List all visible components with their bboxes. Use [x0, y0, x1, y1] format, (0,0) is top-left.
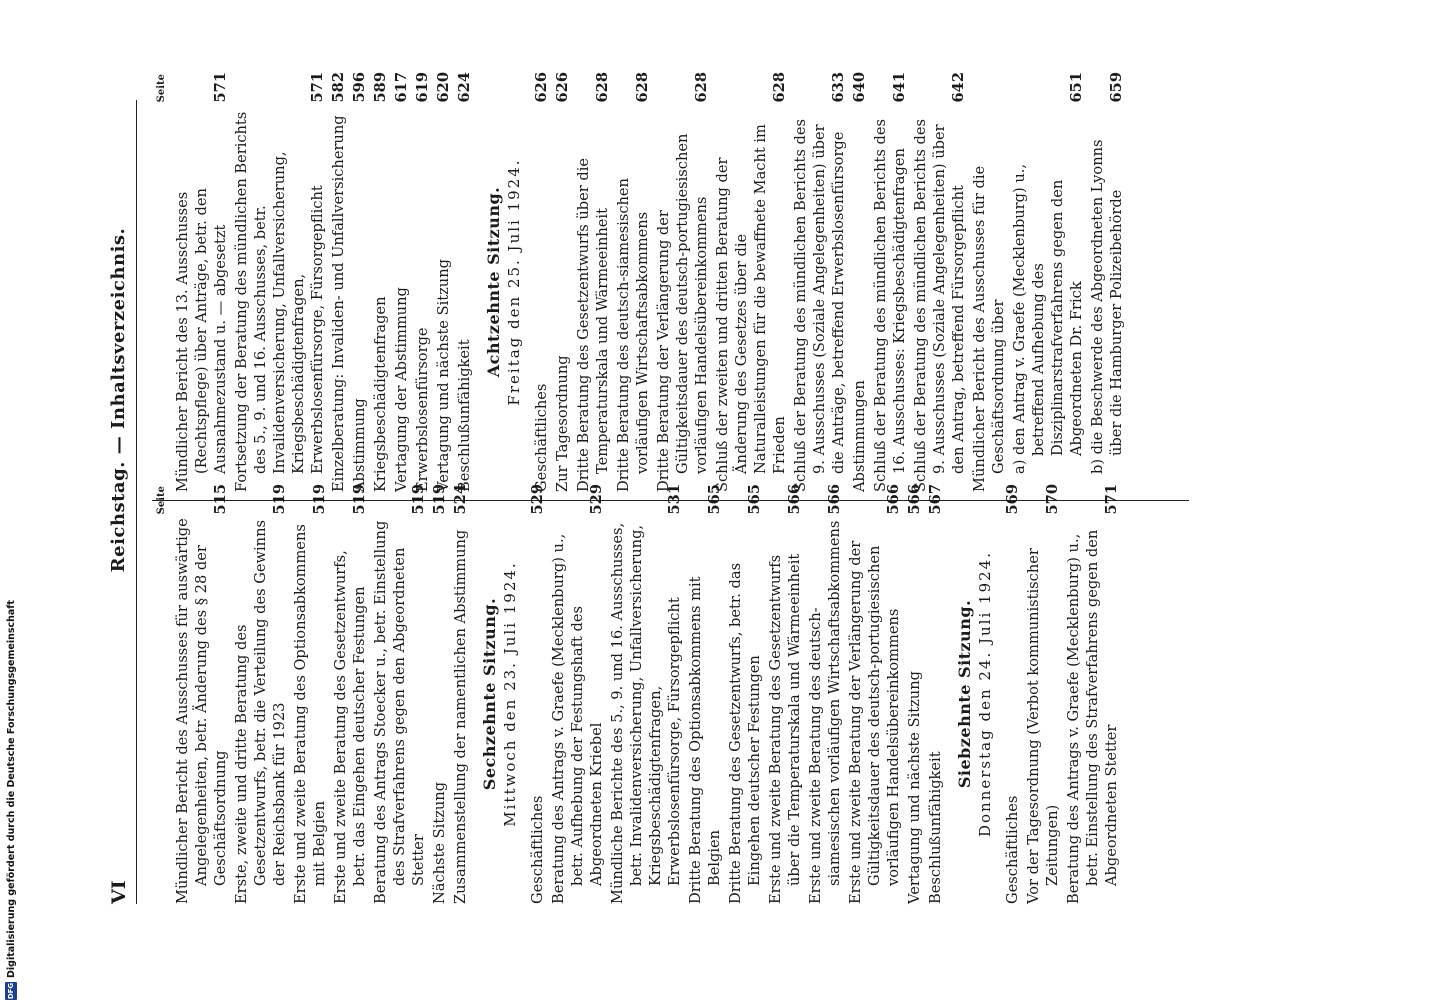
toc-entry-text: Nächste Sitzung — [431, 781, 448, 904]
toc-entry-page: 566 — [826, 484, 843, 515]
toc-entry — [331, 484, 369, 904]
toc-entry-text: Schluß der Beratung des mündlichen Berichts des 9. Ausschusses (Soziale Angelegenheiten) über den Antrag, betreffend Fürsorgepflicht — [912, 118, 967, 492]
toc-entry — [911, 72, 968, 492]
toc-entry — [371, 72, 390, 492]
toc-entry — [528, 484, 547, 904]
toc-entry-page: 566 — [906, 484, 923, 515]
toc-entry — [1003, 484, 1022, 904]
toc-entry-text: Fortsetzung der Beratung des mündlichen Berichts des 5., 9. und 16. Ausschusses, betr. Invalidenversicherung, Unfallversicherung, Kriegsbeschädigtenfragen, Erwerbslosenfürsorge, Fürsorgepflicht — [233, 111, 326, 492]
toc-entry — [614, 72, 652, 492]
toc-entry — [232, 484, 289, 904]
toc-entry-text: Zur Tagesordnung — [554, 355, 571, 492]
toc-entry-page: 571 — [212, 72, 229, 103]
toc-entry — [1064, 484, 1121, 904]
toc-entry-page: 641 — [891, 72, 908, 103]
toc-entry — [1010, 72, 1086, 492]
session-16-date: Mittwoch den 23. Juli 1924. — [501, 561, 519, 827]
toc-entry-text: Erste und zweite Beratung des Optionsabkommens mit Belgien — [292, 524, 328, 904]
toc-entry — [970, 72, 1008, 492]
toc-entry — [905, 484, 924, 904]
toc-entry-text: Schluß der zweiten und dritten Beratung der Änderung des Gesetzes über die Naturalleistungen für die bewaffnete Macht im Frieden — [714, 124, 788, 492]
dfg-logo: DFG — [7, 982, 15, 1000]
toc-entry-text: Mündlicher Bericht des Ausschusses für auswärtige Angelegenheiten, betr. Änderung des § 28 der Geschäftsordnung — [174, 518, 229, 904]
session-16-title: Sechzehnte Sitzung. — [480, 597, 499, 791]
toc-entry — [846, 484, 903, 904]
toc-entry-page: 624 — [456, 72, 473, 103]
toc-entry-page: 640 — [851, 72, 868, 103]
toc-entry — [766, 484, 804, 904]
toc-entry — [686, 484, 724, 904]
toc-entry-text: Schluß der Beratung des mündlichen Berichts des 9. Ausschusses (Soziale Angelegenheiten) über die Anträge, betreffend Erwerbslosenfürsorge — [792, 118, 847, 492]
toc-entry-text: Geschäftliches — [529, 795, 546, 904]
toc-entry-text: Mündlicher Bericht des 13. Ausschusses (Rechtspflege) über Anträge, betr. den Ausnahmezustand u. — abgesetzt — [174, 188, 229, 492]
toc-entry-page: 619 — [414, 72, 431, 103]
toc-entry-page: 628 — [693, 72, 710, 103]
toc-entry — [329, 72, 348, 492]
toc-entry-text: Erste und zweite Beratung der Verlängerung der Gültigkeitsdauer des deutsch-portugiesischen vorläufigen Handelsübereinkommens — [847, 540, 902, 904]
toc-entry — [434, 72, 453, 492]
toc-entry-page: 628 — [594, 72, 611, 103]
session-18-entries — [532, 72, 1126, 492]
toc-entry-text: Mündliche Berichte des 5., 9. und 16. Ausschusses, betr. Invalidenversicherung, Unfallversicherung, Kriegsbeschädigtenfragen, Erwerbslosenfürsorge, Fürsorgepflicht — [609, 522, 683, 904]
right-column — [152, 72, 1128, 492]
session-16-entries — [528, 484, 945, 904]
toc-entry — [549, 484, 606, 904]
toc-entry — [430, 484, 449, 904]
toc-entry-text: Beschlußunfähigkeit — [927, 751, 944, 904]
toc-entry-page: 529 — [529, 484, 546, 515]
toc-entry-text: Kriegsbeschädigtenfragen — [372, 296, 389, 492]
digitization-note-text: Digitalisierung gefördert durch die Deutsche Forschungsgemeinschaft — [5, 600, 17, 978]
toc-entry-text: b) die Beschwerde des Abgeordneten Lyonns über die Hamburger Polizeibehörde — [1089, 139, 1125, 474]
toc-entry-text: Dritte Beratung des deutsch-siamesischen vorläufigen Wirtschaftsabkommens — [615, 178, 651, 492]
toc-entry-page: 589 — [372, 72, 389, 103]
seite-label-right: Seite — [156, 74, 167, 103]
toc-entry — [1024, 484, 1062, 904]
toc-entry-text: Erwerbslosenfürsorge — [414, 327, 431, 492]
toc-entry-page: 628 — [771, 72, 788, 103]
toc-entry-text: Erste und zweite Beratung des Gesetzentwurfs über die Temperaturskala und Wärmeeinheit — [767, 553, 803, 904]
toc-entry — [350, 72, 369, 492]
toc-entry-text: Einzelberatung: Invaliden- und Unfallversicherung — [330, 115, 347, 492]
toc-entry-text: Geschäftliches — [533, 383, 550, 492]
toc-entry-page: 642 — [950, 72, 967, 103]
toc-entry-text: Mündlicher Bericht des Ausschusses für die Geschäftsordnung über — [971, 165, 1007, 492]
toc-entry-page: 659 — [1108, 72, 1125, 103]
toc-entry-page: 620 — [435, 72, 452, 103]
session-18-date: Freitag den 25. Juli 1924. — [505, 158, 523, 406]
toc-entry — [654, 72, 711, 492]
toc-entry-text: Erste, zweite und dritte Beratung des Gesetzentwurfs, betr. die Verteilung des Gewinns der Reichsbank für 1923 — [233, 520, 288, 904]
toc-entry — [451, 484, 470, 904]
toc-entry — [850, 72, 869, 492]
toc-entry-text: Dritte Beratung der Verlängerung der Gültigkeitsdauer des deutsch-portugiesischen vorläufigen Handelsübereinkommens — [655, 133, 710, 492]
toc-entry-page: 582 — [330, 72, 347, 103]
toc-entry-text: Beschlußunfähigkeit — [456, 339, 473, 492]
toc-entry — [173, 484, 230, 904]
toc-entry — [791, 72, 848, 492]
toc-entry-text: Beratung des Antrags v. Graefe (Mecklenburg) u., betr. Einstellung des Strafverfahrens gegen den Abgeordneten Stetter — [1065, 529, 1120, 904]
toc-entry-page: 566 — [786, 484, 803, 515]
toc-entry — [553, 72, 572, 492]
toc-entry-page: 566 — [885, 484, 902, 515]
header-rule — [136, 100, 137, 904]
toc-entry-page: 596 — [351, 72, 368, 103]
session-17-title: Siebzehnte Sitzung. — [955, 599, 974, 789]
seite-label: Seite — [156, 486, 167, 515]
toc-entry-page: 519 — [271, 484, 288, 515]
toc-entry-page: 571 — [309, 72, 326, 103]
toc-entry-page: 567 — [927, 484, 944, 515]
toc-entry — [371, 484, 428, 904]
toc-entry-text: Erste und zweite Beratung des deutsch-siamesischen vorläufigen Wirtschaftsabkommens — [807, 520, 843, 904]
toc-entry — [871, 72, 909, 492]
toc-entry-page: 628 — [634, 72, 651, 103]
toc-entry-page: 531 — [666, 484, 683, 515]
toc-entry-text: Geschäftliches — [1004, 795, 1021, 904]
toc-entry — [413, 72, 432, 492]
toc-entry-page: 519 — [431, 484, 448, 515]
toc-entry — [173, 72, 230, 492]
page-number: VI — [108, 880, 130, 904]
toc-entry-text: a) den Antrag v. Graefe (Mecklenburg) u., betreffend Aufhebung des Disziplinarstrafverfahrens gegen den Abgeordneten Dr. Frick — [1011, 163, 1085, 474]
toc-entry-text: Vertagung der Abstimmung — [393, 287, 410, 492]
toc-entry — [291, 484, 329, 904]
session-18-title: Achtzehnte Sitzung. — [484, 186, 503, 378]
toc-entry-page: 515 — [212, 484, 229, 515]
toc-entry-page: 571 — [1103, 484, 1120, 515]
toc-entry-text: Vor der Tagesordnung (Verbot kommunistischer Zeitungen) — [1025, 548, 1061, 904]
toc-entry-text: Beratung des Antrags Stoecker u., betr. Einstellung des Strafverfahrens gegen den Abgeordneten Stetter — [372, 520, 427, 904]
toc-entry-text: Beratung des Antrags v. Graefe (Mecklenburg) u., betr. Aufhebung der Festungshaft des Abgeordneten Kriebel — [550, 533, 605, 904]
toc-entry-page: 524 — [452, 484, 469, 515]
toc-entry-page: 570 — [1044, 484, 1061, 515]
toc-entry-page: 519 — [410, 484, 427, 515]
toc-entry-text: Schluß der Beratung des mündlichen Berichts des 16. Ausschusses: Kriegsbeschädigtenfragen — [872, 118, 908, 492]
digitization-note — [2, 0, 20, 1000]
toc-entry — [455, 72, 474, 492]
toc-entry-page: 651 — [1068, 72, 1085, 103]
toc-entry-text: Vertagung und nächste Sitzung — [435, 259, 452, 492]
toc-entry-text: Dritte Beratung des Optionsabkommens mit Belgien — [687, 576, 723, 904]
toc-entry-text: Dritte Beratung des Gesetzentwurfs über die Temperaturskala und Wärmeeinheit — [575, 157, 611, 492]
toc-entry — [574, 72, 612, 492]
running-title: Reichstag. — Inhaltsverzeichnis. — [108, 227, 129, 573]
toc-entry — [232, 72, 327, 492]
toc-entry — [392, 72, 411, 492]
toc-entry-page: 569 — [1004, 484, 1021, 515]
toc-entry — [532, 72, 551, 492]
toc-entry-page: 626 — [554, 72, 571, 103]
toc-entry — [608, 484, 684, 904]
right-top-entries — [173, 72, 474, 492]
toc-entry — [1088, 72, 1126, 492]
session-17-entries — [1003, 484, 1121, 904]
left-column — [152, 484, 1123, 904]
toc-entry-text: Erste und zweite Beratung des Gesetzentwurfs, betr. das Eingehen deutscher Festungen — [332, 550, 368, 904]
toc-entry-page: 565 — [746, 484, 763, 515]
toc-entry-page: 519 — [311, 484, 328, 515]
toc-entry — [926, 484, 945, 904]
toc-entry-page: 565 — [706, 484, 723, 515]
toc-entry-text: Dritte Beratung des Gesetzentwurfs, betr. das Eingehen deutscher Festungen — [727, 562, 763, 904]
toc-entry-text: Zusammenstellung der namentlichen Abstimmung — [452, 529, 469, 904]
toc-entry-page: 617 — [393, 72, 410, 103]
toc-entry — [806, 484, 844, 904]
left-top-entries — [173, 484, 470, 904]
toc-entry — [726, 484, 764, 904]
toc-entry-page: 529 — [588, 484, 605, 515]
toc-entry — [713, 72, 789, 492]
toc-entry-text: Abstimmungen — [851, 380, 868, 492]
toc-entry-page: 626 — [533, 72, 550, 103]
session-17-date: Donnerstag den 24. Juli 1924. — [976, 551, 994, 837]
toc-entry-page: 519 — [351, 484, 368, 515]
toc-entry-text: Vertagung und nächste Sitzung — [906, 671, 923, 904]
toc-entry-page: 633 — [830, 72, 847, 103]
toc-entry-text: Abstimmung — [351, 398, 368, 492]
